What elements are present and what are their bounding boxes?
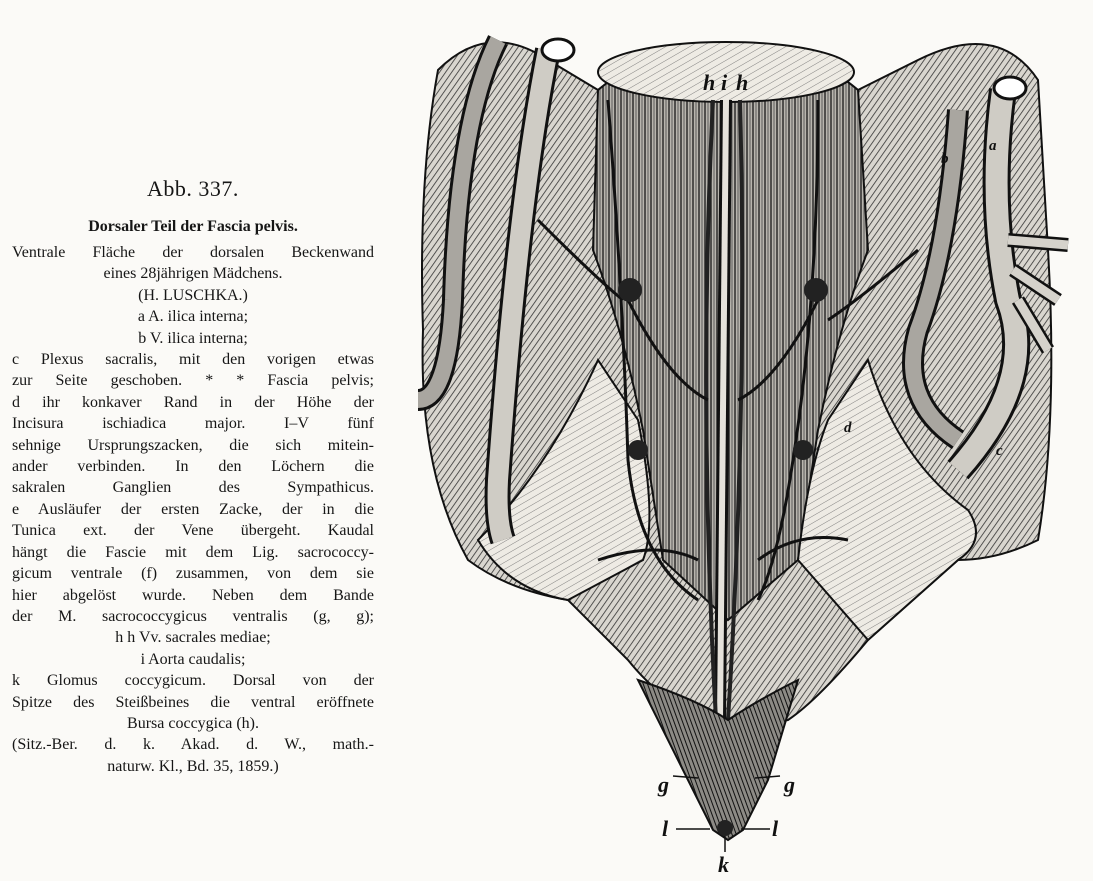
caption-line: zur Seite geschoben. * * Fascia pelvis; <box>12 372 374 390</box>
glomus-coccygicum <box>717 820 733 836</box>
caption-line: der M. sacrococcygicus ventralis (g, g); <box>12 607 374 625</box>
caption-line: gicum ventrale (f) zusammen, von dem sie <box>12 565 374 583</box>
label-l-left: l <box>662 816 669 841</box>
label-g-right: g <box>784 772 795 797</box>
caption-line: d ihr konkaver Rand in der Höhe der <box>12 393 374 411</box>
caption-line: k Glomus coccygicum. Dorsal von der <box>12 672 374 690</box>
caption-line: e Ausläufer der ersten Zacke, der in die <box>12 500 374 518</box>
label-l-right: l <box>772 816 779 841</box>
label-c: c <box>996 443 1003 459</box>
caption-line: Ventrale Fläche der dorsalen Beckenwand <box>12 244 374 261</box>
caption-line: sehnige Ursprungszacken, die sich mitein- <box>12 436 374 454</box>
label-k: k <box>718 852 729 877</box>
caption-line: a A. ilica interna; <box>137 308 249 326</box>
label-h-left: h <box>703 70 716 95</box>
label-g-left: g <box>658 772 669 797</box>
label-d: d <box>844 420 852 436</box>
caption-line: h h Vv. sacrales mediae; <box>115 629 271 647</box>
figure-title: Dorsaler Teil der Fascia pelvis. <box>88 218 298 235</box>
caption-line: Spitze des Steißbeines die ventral eröffnete <box>12 693 374 711</box>
caption-line: sakralen Ganglien des Sympathicus. <box>12 479 374 497</box>
caption-body <box>12 242 374 777</box>
label-b: b <box>941 151 949 167</box>
figure-number: Abb. 337. <box>147 176 239 201</box>
label-i: i <box>721 70 728 95</box>
caption-line: Tunica ext. der Vene übergeht. Kaudal <box>12 522 374 540</box>
pelvis-engraving <box>398 0 1093 881</box>
caption-line: hängt die Fascie mit dem Lig. sacrococcy- <box>12 543 374 561</box>
caption-line: eines 28jährigen Mädchens. <box>103 265 283 283</box>
caption-line: (H. LUSCHKA.) <box>138 286 248 304</box>
caption-line: b V. ilica interna; <box>138 329 248 347</box>
label-h-right: h <box>736 70 749 95</box>
caption-line: hier abgelöst wurde. Neben dem Bande <box>12 586 374 604</box>
caption-line: c Plexus sacralis, mit den vorigen etwas <box>12 351 374 369</box>
figure-caption <box>12 176 374 777</box>
label-a: a <box>989 138 997 154</box>
caption-line: ander verbinden. In den Löchern die <box>12 458 374 476</box>
caption-line: Bursa coccygica (h). <box>127 714 259 732</box>
anatomical-illustration <box>398 0 1093 881</box>
caption-line: Incisura ischiadica major. I–V fünf <box>12 415 374 433</box>
caption-line: naturw. Kl., Bd. 35, 1859.) <box>107 757 279 775</box>
caption-line: i Aorta caudalis; <box>140 650 246 668</box>
caption-line: (Sitz.-Ber. d. k. Akad. d. W., math.- <box>12 736 374 754</box>
